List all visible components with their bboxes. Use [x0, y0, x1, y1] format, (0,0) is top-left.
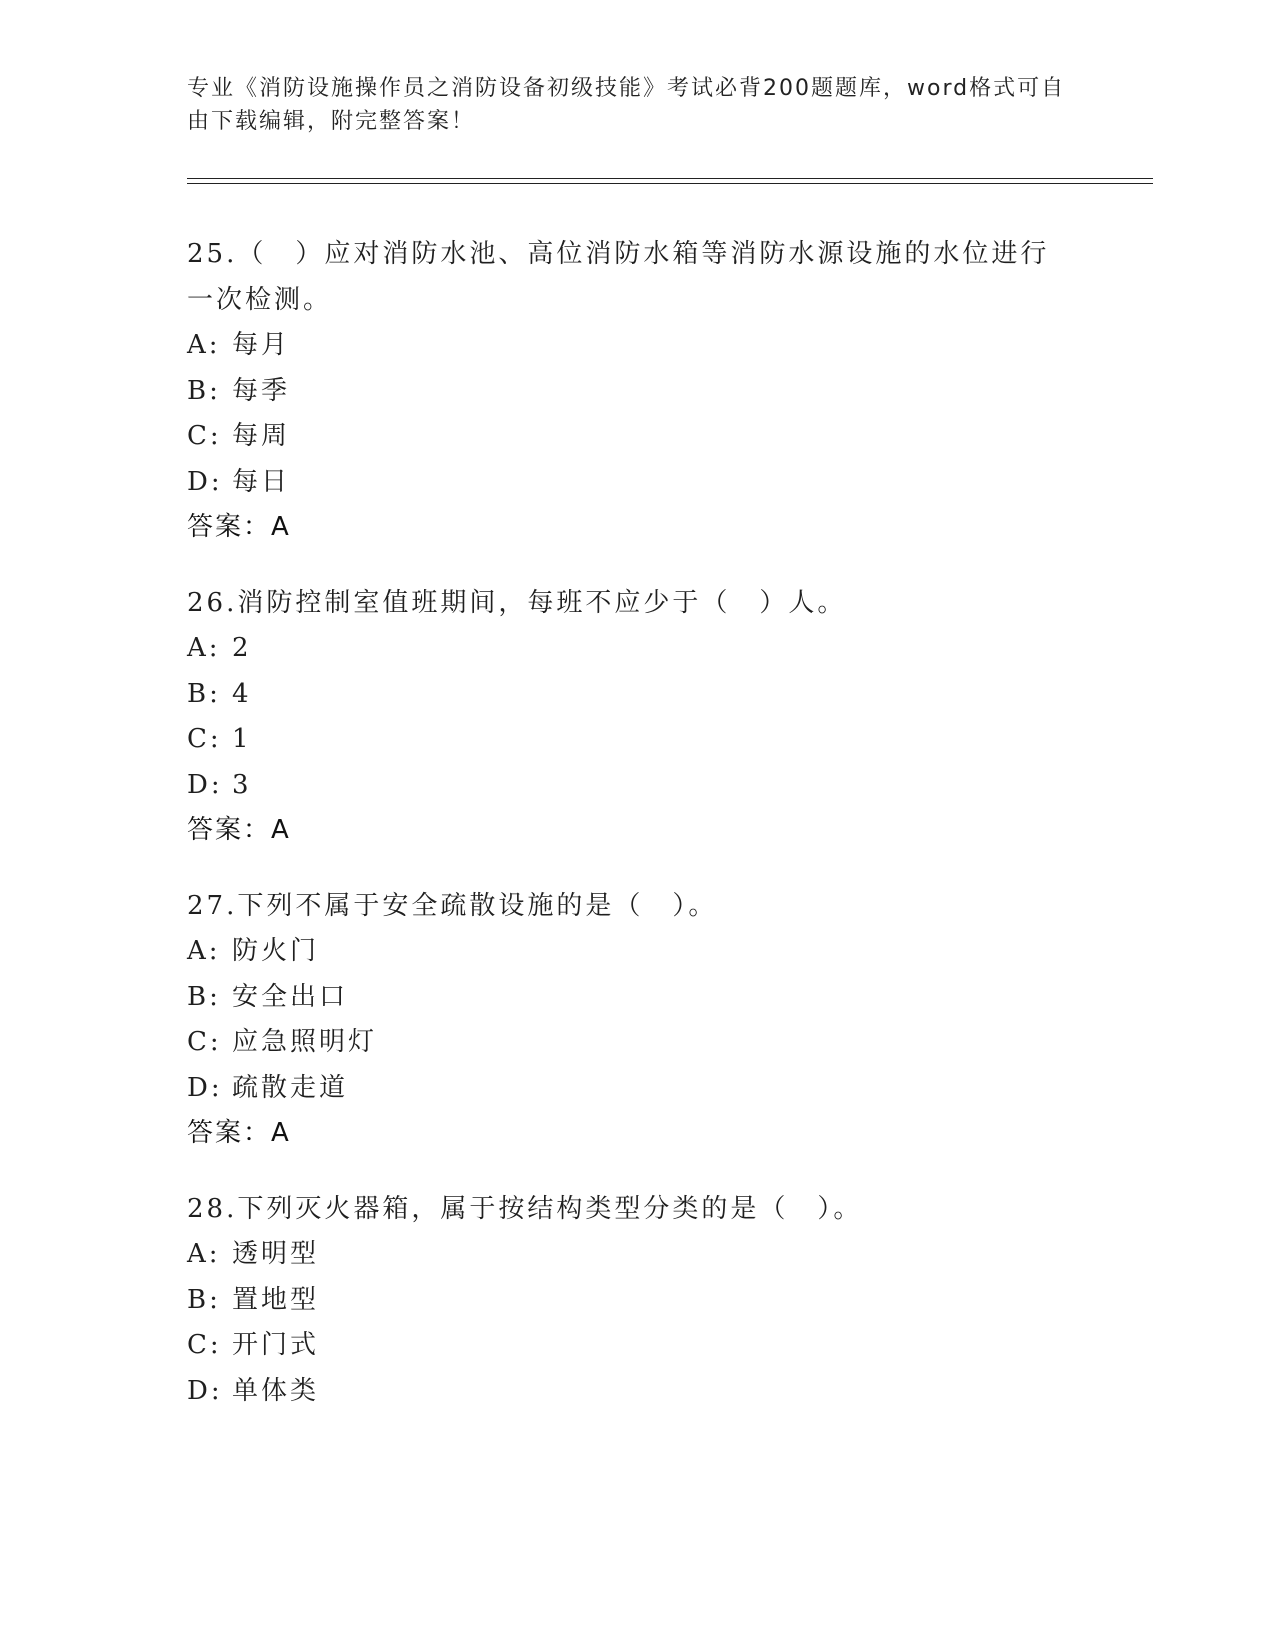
option-letter: D: [187, 769, 223, 800]
option-text: 置地型 [232, 1284, 320, 1315]
question-25 [187, 232, 1087, 551]
question-text: 28.下列灭火器箱，属于按结构类型分类的是（ ）。 [187, 1193, 863, 1224]
option-text: 防火门 [232, 936, 320, 966]
option-d [187, 763, 1087, 809]
option-text: 1 [232, 724, 252, 754]
question-text: 25.（ ）应对消防水池、高位消防水箱等消防水源设施的水位进行一次检测。 [187, 239, 1050, 315]
option-letter: C: [187, 724, 222, 754]
option-d [187, 1369, 1087, 1415]
option-a [187, 626, 1087, 672]
question-26 [187, 581, 1087, 854]
option-text: 开门式 [232, 1330, 320, 1360]
option-text: 每季 [232, 375, 291, 406]
option-c [187, 717, 1087, 763]
option-letter: B: [187, 375, 221, 406]
option-text: 4 [232, 678, 252, 709]
option-letter: D: [187, 1072, 223, 1103]
option-letter: C: [187, 421, 222, 451]
option-text: 安全出口 [232, 981, 349, 1012]
option-letter: A: [187, 1239, 221, 1269]
header-divider-bottom [187, 183, 1153, 184]
option-text: 每月 [232, 330, 291, 360]
option-letter: B: [187, 1284, 221, 1315]
option-text: 应急照明灯 [232, 1027, 378, 1057]
question-text: 26.消防控制室值班期间，每班不应少于（ ）人。 [187, 587, 847, 618]
question-27 [187, 884, 1087, 1157]
option-text: 透明型 [232, 1239, 320, 1269]
option-text: 每日 [232, 466, 291, 497]
option-d [187, 1066, 1087, 1112]
option-letter: C: [187, 1027, 222, 1057]
document-header: 专业《消防设施操作员之消防设备初级技能》考试必背200题题库，word格式可自由下载编辑，附完整答案！ [187, 76, 1066, 134]
option-text: 疏散走道 [232, 1072, 349, 1103]
option-c [187, 414, 1087, 460]
option-letter: C: [187, 1330, 222, 1360]
option-letter: D: [187, 466, 223, 497]
option-a [187, 1232, 1087, 1278]
answer-line: 答案：A [187, 512, 291, 542]
option-text: 每周 [232, 421, 291, 451]
option-a [187, 929, 1087, 975]
option-text: 3 [232, 769, 252, 800]
option-text: 2 [232, 633, 252, 663]
option-b [187, 672, 1087, 718]
option-b [187, 1278, 1087, 1324]
option-a [187, 323, 1087, 369]
option-d [187, 460, 1087, 506]
header-divider-top [187, 178, 1153, 179]
option-letter: B: [187, 981, 221, 1012]
option-b [187, 369, 1087, 415]
option-text: 单体类 [232, 1375, 320, 1406]
option-letter: A: [187, 936, 221, 966]
option-c [187, 1323, 1087, 1369]
question-list [187, 232, 1087, 1444]
option-c [187, 1020, 1087, 1066]
option-letter: A: [187, 633, 221, 663]
option-letter: A: [187, 330, 221, 360]
answer-line: 答案：A [187, 1118, 291, 1148]
question-28 [187, 1187, 1087, 1415]
option-letter: B: [187, 678, 221, 709]
answer-line: 答案：A [187, 815, 291, 845]
option-b [187, 975, 1087, 1021]
option-letter: D: [187, 1375, 223, 1406]
question-text: 27.下列不属于安全疏散设施的是（ ）。 [187, 890, 718, 921]
